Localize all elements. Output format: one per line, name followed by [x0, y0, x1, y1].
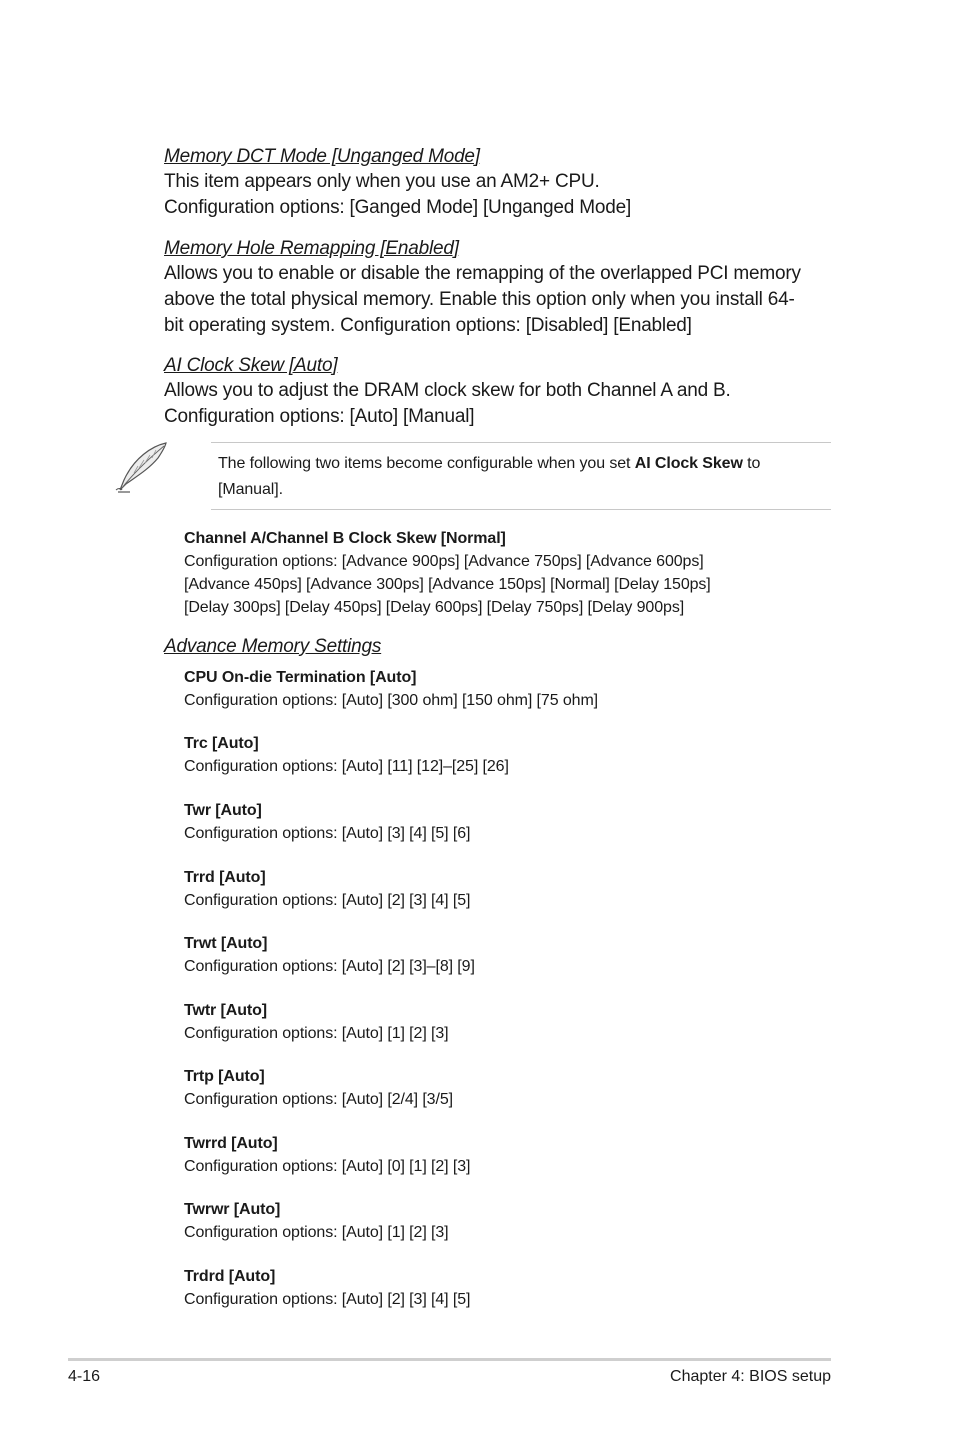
section-title: Memory Hole Remapping [Enabled]: [164, 238, 459, 259]
item-title: Twr [Auto]: [184, 802, 262, 819]
item-options: Configuration options: [Auto] [1] [2] [3]: [184, 1224, 449, 1241]
item-title: Channel A/Channel B Clock Skew [Normal]: [184, 530, 506, 547]
item-channel-clock-skew: [184, 527, 824, 619]
item-options: Configuration options: [Auto] [2] [3] [4] [5]: [184, 892, 471, 909]
section-text: Allows you to adjust the DRAM clock skew for both Channel A and B.: [164, 380, 731, 401]
section-title: Memory DCT Mode [Unganged Mode]: [164, 146, 480, 167]
item-trtp: [184, 1065, 824, 1111]
section-memory-hole-remapping: [164, 237, 844, 339]
item-twrrd: [184, 1132, 824, 1178]
item-options: Configuration options: [Auto] [2] [3]–[8] [9]: [184, 958, 475, 975]
section-title: Advance Memory Settings: [164, 636, 382, 657]
section-text: bit operating system. Configuration options: [Disabled] [Enabled]: [164, 315, 692, 336]
item-options: [Delay 300ps] [Delay 450ps] [Delay 600ps] [Delay 750ps] [Delay 900ps]: [184, 599, 685, 616]
item-options: Configuration options: [Auto] [3] [4] [5] [6]: [184, 825, 471, 842]
section-text: above the total physical memory. Enable this option only when you install 64-: [164, 289, 795, 310]
item-cpu-on-die-termination: [184, 666, 824, 712]
item-title: Twrwr [Auto]: [184, 1201, 281, 1218]
page-number: 4-16: [68, 1368, 101, 1385]
section-memory-dct-mode: [164, 145, 844, 221]
item-twrwr: [184, 1198, 824, 1244]
note-box: [211, 442, 831, 510]
section-ai-clock-skew: [164, 354, 844, 430]
item-title: CPU On-die Termination [Auto]: [184, 669, 417, 686]
item-options: [Advance 450ps] [Advance 300ps] [Advance 150ps] [Normal] [Delay 150ps]: [184, 576, 711, 593]
item-twtr: [184, 999, 824, 1045]
item-title: Trtp [Auto]: [184, 1068, 265, 1085]
item-trrd: [184, 866, 824, 912]
item-options: Configuration options: [Auto] [300 ohm] [150 ohm] [75 ohm]: [184, 692, 599, 709]
item-options: Configuration options: [Auto] [2/4] [3/5]: [184, 1091, 453, 1108]
item-title: Trwt [Auto]: [184, 935, 268, 952]
item-options: Configuration options: [Advance 900ps] [Advance 750ps] [Advance 600ps]: [184, 553, 704, 570]
section-text: Allows you to enable or disable the remapping of the overlapped PCI memory: [164, 263, 801, 284]
section-options: Configuration options: [Ganged Mode] [Unganged Mode]: [164, 197, 632, 218]
section-options: Configuration options: [Auto] [Manual]: [164, 406, 475, 427]
item-trc: [184, 732, 824, 778]
item-title: Twtr [Auto]: [184, 1002, 268, 1019]
note-text: The following two items become configurable when you set AI Clock Skew to [Manual].: [218, 455, 761, 498]
section-advance-memory-settings: [164, 635, 844, 659]
item-options: Configuration options: [Auto] [2] [3] [4] [5]: [184, 1291, 471, 1308]
section-text: This item appears only when you use an AM2+ CPU.: [164, 171, 600, 192]
chapter-title: Chapter 4: BIOS setup: [670, 1368, 831, 1385]
item-options: Configuration options: [Auto] [1] [2] [3]: [184, 1025, 449, 1042]
item-twr: [184, 799, 824, 845]
item-title: Trc [Auto]: [184, 735, 259, 752]
item-trdrd: [184, 1265, 824, 1311]
section-title: AI Clock Skew [Auto]: [164, 355, 338, 376]
item-options: Configuration options: [Auto] [0] [1] [2] [3]: [184, 1158, 471, 1175]
item-title: Trrd [Auto]: [184, 869, 266, 886]
item-options: Configuration options: [Auto] [11] [12]–[25] [26]: [184, 758, 509, 775]
item-title: Trdrd [Auto]: [184, 1268, 276, 1285]
item-title: Twrrd [Auto]: [184, 1135, 278, 1152]
item-trwt: [184, 932, 824, 978]
feather-pen-icon: [112, 440, 172, 496]
footer-divider: [68, 1358, 831, 1361]
